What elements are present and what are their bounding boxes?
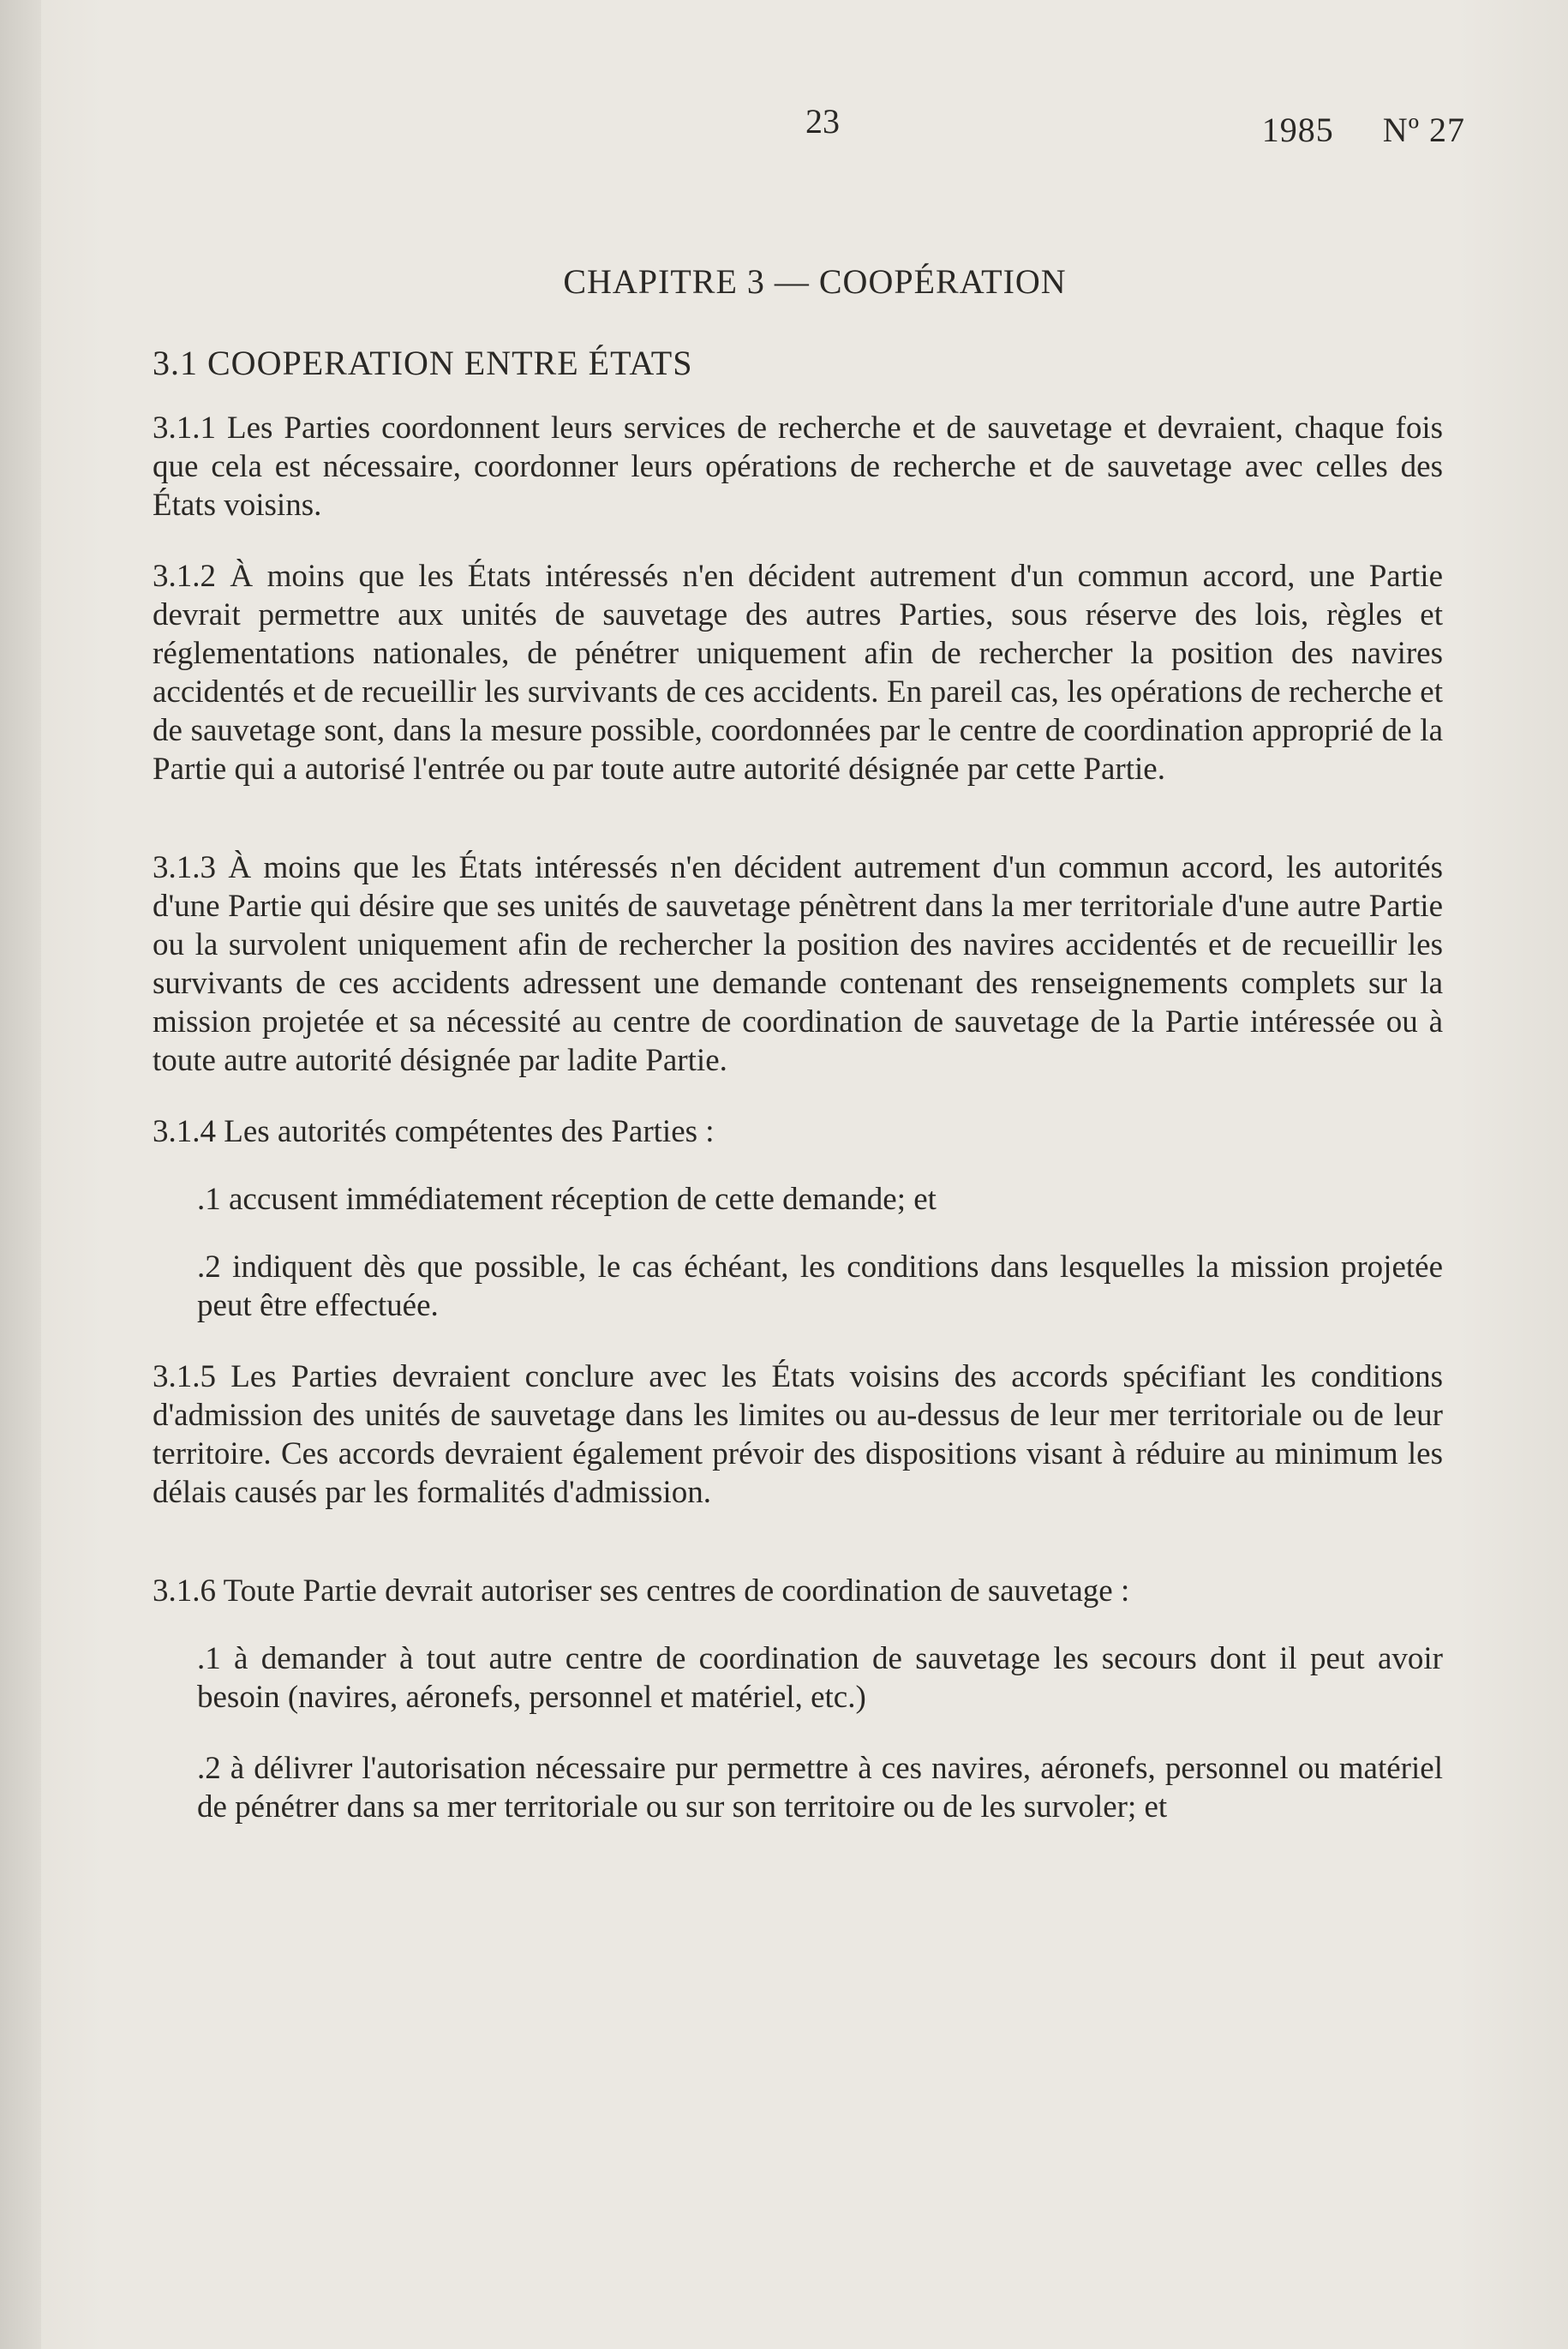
paragraph-3-1-2: 3.1.2 À moins que les États intéressés n'en décident autrement d'un commun accord, une Partie devrait permettre aux unités de sauvetage des autres Parties, sous réserve des lois, règles et réglementations nationales, de pénétrer uniquement afin de rechercher la position des navires accidentés et de recueillir les survivants de ces accidents. En pareil cas, les opérations de recherche et de sauvetage sont, dans la mesure possible, coordonnées par le centre de coordination approprié de la Partie qui a autorisé l'entrée ou par toute autre autorité désignée par cette Partie. — [153, 559, 1443, 787]
paragraph-3-1-3: 3.1.3 À moins que les États intéressés n'en décident autrement d'un commun accord, les autorités d'une Partie qui désire que ses unités de sauvetage pénètrent dans la mer territoriale d'une autre Partie ou la survolent uniquement afin de rechercher la position des navires accidentés et de recueillir les survivants de ces accidents adressent une demande contenant des renseignements complets sur la mission projetée et sa nécessité au centre de coordination de sauvetage de la Partie intéressée ou à toute autre autorité désignée par ladite Partie. — [153, 850, 1443, 1078]
list-item-3-1-4-1: .1 accusent immédiatement réception de cette demande; et — [197, 1182, 937, 1217]
issue-number: Nº 27 — [1382, 111, 1465, 149]
issue-year: 1985 — [1261, 111, 1334, 149]
paragraph-3-1-5: 3.1.5 Les Parties devraient conclure avec les États voisins des accords spécifiant les conditions d'admission des unités de sauvetage dans les limites ou au-dessus de leur mer territoriale ou de leur territoire. Ces accords devraient également prévoir des dispositions visant à réduire au minimum les délais causés par les formalités d'admission. — [153, 1359, 1443, 1510]
issue-header — [1223, 110, 1465, 150]
list-item-3-1-4-2: .2 indiquent dès que possible, le cas échéant, les conditions dans lesquelles la mission projetée peut être effectuée. — [197, 1249, 1443, 1323]
section-title: 3.1 COOPERATION ENTRE ÉTATS — [153, 344, 693, 382]
chapter-title: CHAPITRE 3 — COOPÉRATION — [563, 262, 1067, 301]
paragraph-3-1-4: 3.1.4 Les autorités compétentes des Parties : — [153, 1114, 715, 1149]
list-item-3-1-6-2: .2 à délivrer l'autorisation nécessaire pur permettre à ces navires, aéronefs, personnel ou matériel de pénétrer dans sa mer territoriale ou sur son territoire ou de les survoler; et — [197, 1751, 1443, 1825]
paragraph-3-1-6: 3.1.6 Toute Partie devrait autoriser ses centres de coordination de sauvetage : — [153, 1573, 1130, 1609]
page-number: 23 — [805, 102, 840, 141]
paragraph-3-1-1: 3.1.1 Les Parties coordonnent leurs services de recherche et de sauvetage et devraient, chaque fois que cela est nécessaire, coordonner leurs opérations de recherche et de sauvetage avec celles des États voisins. — [153, 410, 1443, 523]
page-spine-shadow — [0, 0, 41, 2349]
document-body — [153, 261, 1443, 1859]
list-item-3-1-6-1: .1 à demander à tout autre centre de coordination de sauvetage les secours dont il peut avoir besoin (navires, aéronefs, personnel et matériel, etc.) — [197, 1641, 1443, 1715]
